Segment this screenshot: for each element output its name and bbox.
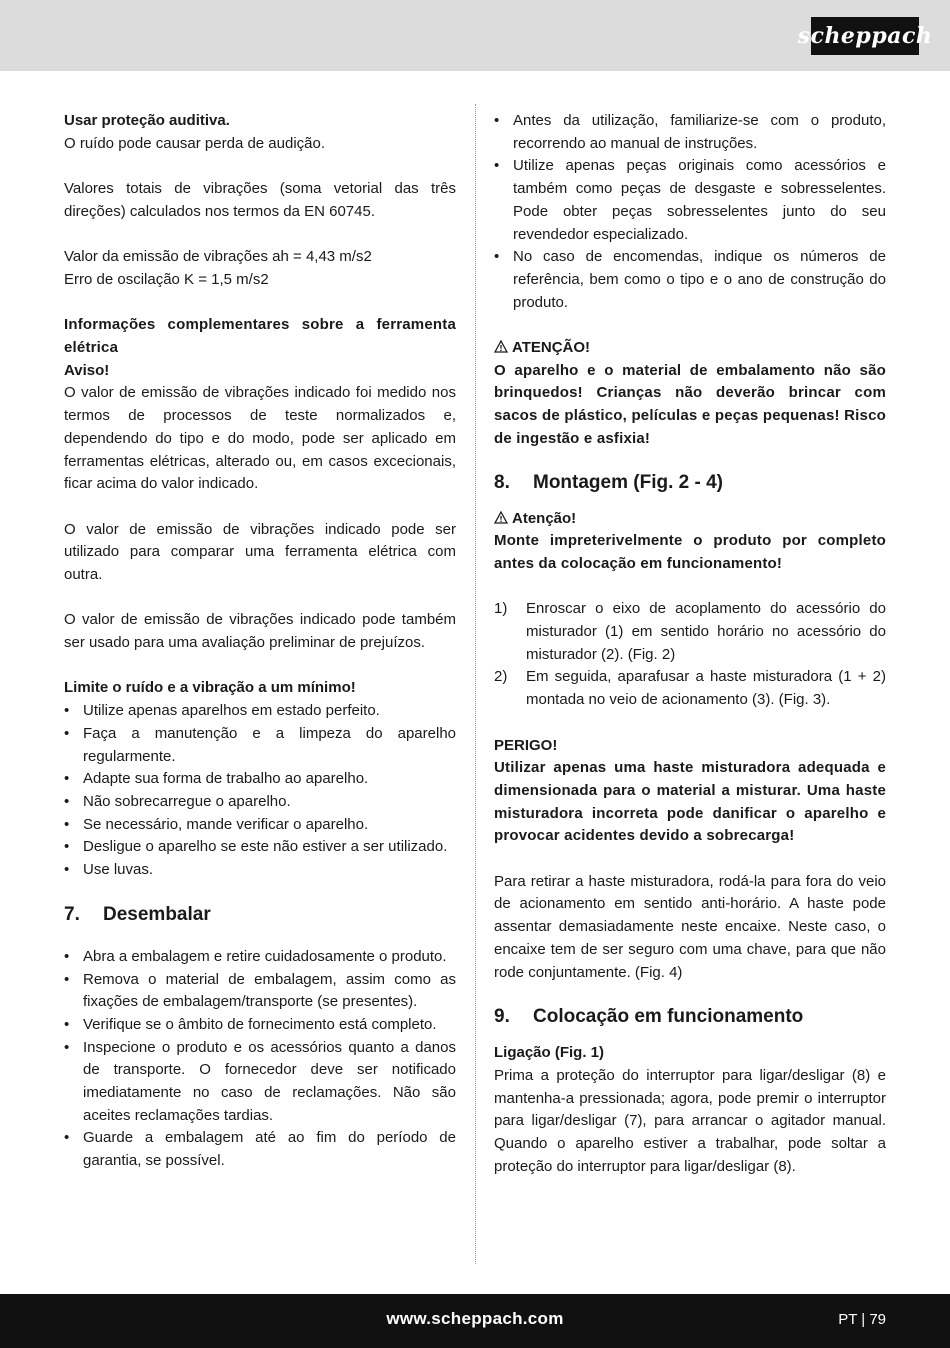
list-item [494,666,886,711]
footer-url: www.scheppach.com [386,1309,564,1328]
list-item: • Utilize apenas aparelhos em estado perfeito. [64,700,456,723]
section-title: Colocação em funcionamento [533,1006,804,1028]
assembly-attention-title: Atenção! [512,509,577,527]
attention-title: ATENÇÃO! [512,339,591,357]
footer-bar [0,1294,950,1348]
step-number: 2) [494,668,508,686]
vibration-totals-text: Valores totais de vibrações (soma vetorial das três direções) calculados nos termos da EN 60745. [64,180,456,220]
danger-text: Utilizar apenas uma haste misturadora adequada e dimensionada para o material a misturar. Uma haste misturadora incorreta pode danificar o aparelho e provocar acidentes devido a sobrecarga! [494,759,886,845]
list-item [494,598,886,666]
limit-noise-list [64,700,456,882]
attention-text: O aparelho e o material de embalamento não são brinquedos! Crianças não deverão brincar com sacos de plástico, películas e peças pequenas! Risco de ingestão e asfixia! [494,361,886,447]
list-item: • Remova o material de embalagem, assim como as fixações de embalagem/transporte (se presentes). [64,969,456,1014]
oscillation-error-value: Erro de oscilação K = 1,5 m/s2 [64,270,269,288]
attention-heading [494,337,886,360]
list-item: • Use luvas. [64,859,456,882]
usage-notes-list [494,110,886,314]
brand-logo [797,17,933,55]
step-text: Enroscar o eixo de acoplamento do acessório do misturador (1) em sentido horário no acessório do misturador (2). (Fig. 2) [526,600,886,663]
section-9-heading [494,1000,886,1038]
list-item: • Antes da utilização, familiarize-se com o produto, recorrendo ao manual de instruções. [494,110,886,155]
hearing-protection-heading: Usar proteção auditiva. [64,112,230,129]
warning-triangle-icon [494,340,508,353]
warning-triangle-icon [494,511,508,524]
left-column [64,110,456,1173]
assembly-attention-text: Monte impreterivelmente o produto por completo antes da colocação em funcionamento! [494,532,886,572]
section-8-heading [494,466,886,504]
assembly-attention-heading [494,508,886,531]
section-title: Desembalar [103,903,211,925]
list-item: • Se necessário, mande verificar o aparelho. [64,814,456,837]
connection-heading: Ligação (Fig. 1) [494,1044,605,1062]
section-number: 8. [494,471,510,493]
right-column [494,110,886,1178]
page-number: PT | 79 [838,1311,886,1328]
emission-measure-text: O valor de emissão de vibrações indicado foi medido nos termos de processos de teste normalizados e, dependendo do tipo e do modo, pode ser aplicado em ferramentas elétricas, alterado ou, em casos excecionais, ficar acima do valor indicado. [64,384,456,493]
list-item: • Utilize apenas peças originais como acessórios e também como peças de desgaste e sobresselentes. Pode obter peças sobresselentes junto do seu revendedor especializado. [494,155,886,246]
list-item: • No caso de encomendas, indique os números de referência, bem como o tipo e o ano de construção do produto. [494,246,886,314]
section-number: 7. [64,903,80,925]
brand-logo-text: scheppach [797,22,933,49]
list-item: • Desligue o aparelho se este não estiver a ser utilizado. [64,836,456,859]
emission-evaluation-text: O valor de emissão de vibrações indicado pode também ser usado para uma avaliação preliminar de prejuízos. [64,611,456,652]
list-item: • Adapte sua forma de trabalho ao aparelho. [64,768,456,791]
list-item: • Guarde a embalagem até ao fim do período de garantia, se possível. [64,1127,456,1172]
warning-label: Aviso! [64,361,110,379]
complementary-info-heading: Informações complementares sobre a ferramenta elétrica [64,316,456,356]
list-item: • Faça a manutenção e a limpeza do aparelho regularmente. [64,723,456,768]
assembly-steps [494,598,886,712]
section-7-heading [64,898,456,936]
connection-text: Prima a proteção do interruptor para ligar/desligar (8) e mantenha-a pressionada; agora, pode premir o interruptor para ligar/desligar (7), para arrancar o agitador manual. Quando o aparelho estiver a trabalhar, pode soltar a proteção do interruptor para ligar/desligar (8). [494,1066,886,1175]
danger-heading: PERIGO! [494,736,558,754]
emission-compare-text: O valor de emissão de vibrações indicado pode ser utilizado para comparar uma ferramenta elétrica com outra. [64,520,456,583]
step-text: Em seguida, aparafusar a haste misturadora (1 + 2) montada no veio de acionamento (3). (Fig. 3). [526,668,886,709]
hearing-protection-text: O ruído pode causar perda de audição. [64,134,326,152]
section-title: Montagem (Fig. 2 - 4) [533,471,723,493]
section-number: 9. [494,1006,510,1028]
vibration-emission-value: Valor da emissão de vibrações ah = 4,43 m/s2 [64,248,372,266]
list-item: • Não sobrecarregue o aparelho. [64,791,456,814]
unpack-list [64,946,456,1173]
removal-text: Para retirar a haste misturadora, rodá-la para fora do veio de acionamento em sentido anti-horário. A haste pode assentar demasiadamente neste encaixe. Neste caso, o encaixe tem de ser seguro com uma chave, para que não rode conjuntamente. (Fig. 4) [494,872,886,981]
list-item: • Abra a embalagem e retire cuidadosamente o produto. [64,946,456,969]
list-item: • Inspecione o produto e os acessórios quanto a danos de transporte. O fornecedor deve ser notificado imediatamente no caso de reclamações. Não são aceites reclamações tardias. [64,1037,456,1128]
step-number: 1) [494,600,508,618]
column-divider [475,104,476,1264]
limit-noise-heading: Limite o ruído e a vibração a um mínimo! [64,679,356,697]
list-item: • Verifique se o âmbito de fornecimento está completo. [64,1014,456,1037]
